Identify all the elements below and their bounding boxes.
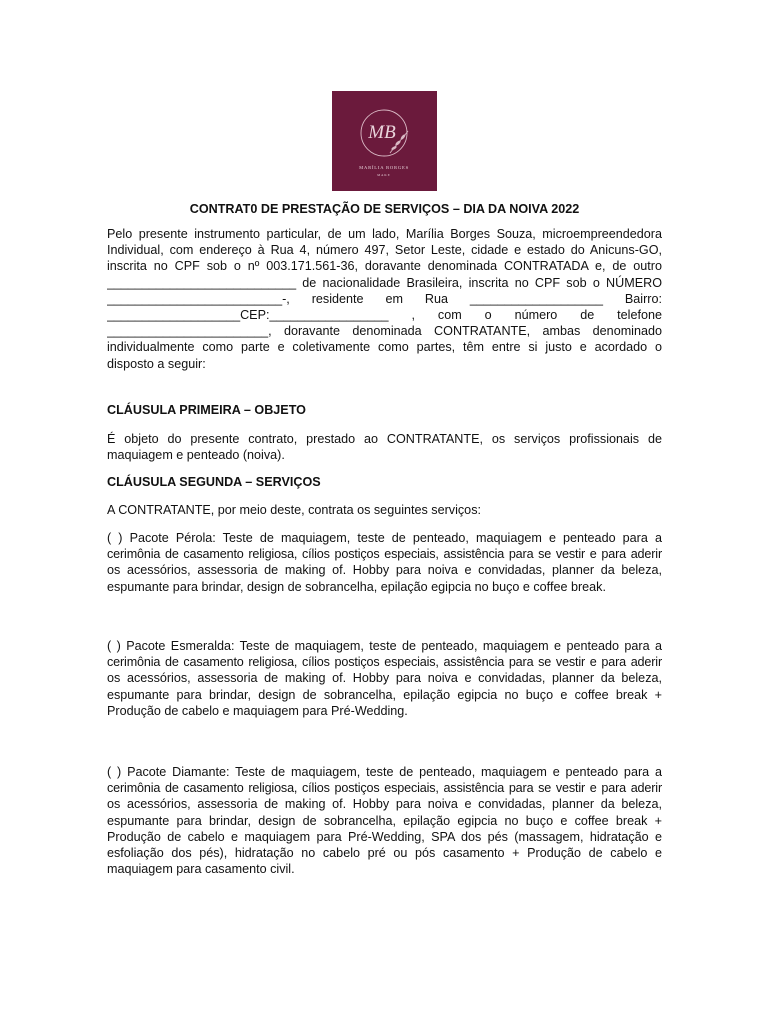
text-line: cerimônia de casamento religiosa, cílios postiços especiais, assistência para se vestir e para aderir [107,781,662,796]
package-diamante [107,764,662,877]
leaf-icon [391,145,397,150]
text-line: disposto a seguir: [107,356,206,371]
clause-2-heading: CLÁUSULA SEGUNDA – SERVIÇOS [107,475,321,489]
text-line: ( ) Pacote Esmeralda: Teste de maquiagem, teste de penteado, maquiagem e penteado para a [107,639,662,653]
text-line: inscrita no CPF sob o nº 003.171.561-36, doravante denominada CONTRATADA e, de outro [107,259,662,274]
preamble-paragraph [107,226,662,372]
text-line: os acessórios, assessoria de making of. Hobby para noiva e convidadas, planner da beleza, [107,797,662,812]
text-line: Pelo presente instrumento particular, de um lado, Marília Borges Souza, microempreendedora [107,227,662,241]
text-line: maquiagem para casamento civil. [107,862,295,877]
text-line: ( ) Pacote Pérola: Teste de maquiagem, teste de penteado, maquiagem e penteado para a [107,531,662,545]
text-line: espumante para brindar, design de sobrancelha, epilação egipcia no buço e coffee break + [107,813,662,828]
text-line: ___________________________ de nacionalidade Brasileira, inscrita no CPF sob o NÚMERO [107,275,662,290]
text-line: individualmente como parte e coletivamente como partes, têm entre si justo e acordado o [107,340,662,355]
logo-brand-name: MARÍLIA BORGES [359,165,409,170]
brand-logo-graphic [332,91,437,191]
text-line: A CONTRATANTE, por meio deste, contrata os seguintes serviços: [107,503,481,517]
text-line: Produção de cabelo e maquiagem para Pré-Wedding, SPA dos pés (massagem, hidratação e [107,829,662,844]
text-line: ___________________CEP:_________________ , com o número de telefone [107,308,662,323]
text-line: os acessórios, assessoria de making of. Hobby para noiva e convidadas, planner da beleza, [107,563,662,578]
package-esmeralda [107,638,662,719]
text-line: Individual, com endereço à Rua 4, número 497, Setor Leste, cidade e estado do Anicuns-GO, [107,243,662,258]
text-line: espumante para brindar, design de sobrancelha, epilação egipcia no buço e coffee break + [107,687,662,702]
brand-logo [332,91,437,191]
package-perola [107,530,662,595]
text-line: maquiagem e penteado (noiva). [107,448,285,463]
text-line: Produção de cabelo e maquiagem para Pré-Wedding. [107,703,408,718]
text-line: cerimônia de casamento religiosa, cílios postiços especiais, assistência para se vestir e para aderir [107,547,662,562]
text-line: esfoliação dos pés), hidratação no cabelo pré ou pós casamento + Produção de cabelo e [107,846,662,861]
clause-2-intro [107,502,662,518]
logo-monogram: MB [368,122,396,143]
logo-tagline: MAKE [377,173,391,177]
document-title: CONTRAT0 DE PRESTAÇÃO DE SERVIÇOS – DIA DA NOIVA 2022 [189,202,580,216]
text-line: ( ) Pacote Diamante: Teste de maquiagem, teste de penteado, maquiagem e penteado para a [107,765,662,779]
clause-1-paragraph [107,431,662,463]
text-line: espumante para brindar, design de sobrancelha, epilação egipcia no buço e coffee break. [107,579,606,594]
clause-1-heading: CLÁUSULA PRIMEIRA – OBJETO [107,403,306,417]
text-line: cerimônia de casamento religiosa, cílios postiços especiais, assistência para se vestir e para aderir [107,655,662,670]
text-line: _______________________, doravante denominada CONTRATANTE, ambas denominado [107,324,662,339]
text-line: os acessórios, assessoria de making of. Hobby para noiva e convidadas, planner da beleza, [107,671,662,686]
text-line: É objeto do presente contrato, prestado ao CONTRATANTE, os serviços profissionais de [107,432,662,446]
text-line: _________________________-, residente em Rua ___________________ Bairro: [107,291,662,306]
